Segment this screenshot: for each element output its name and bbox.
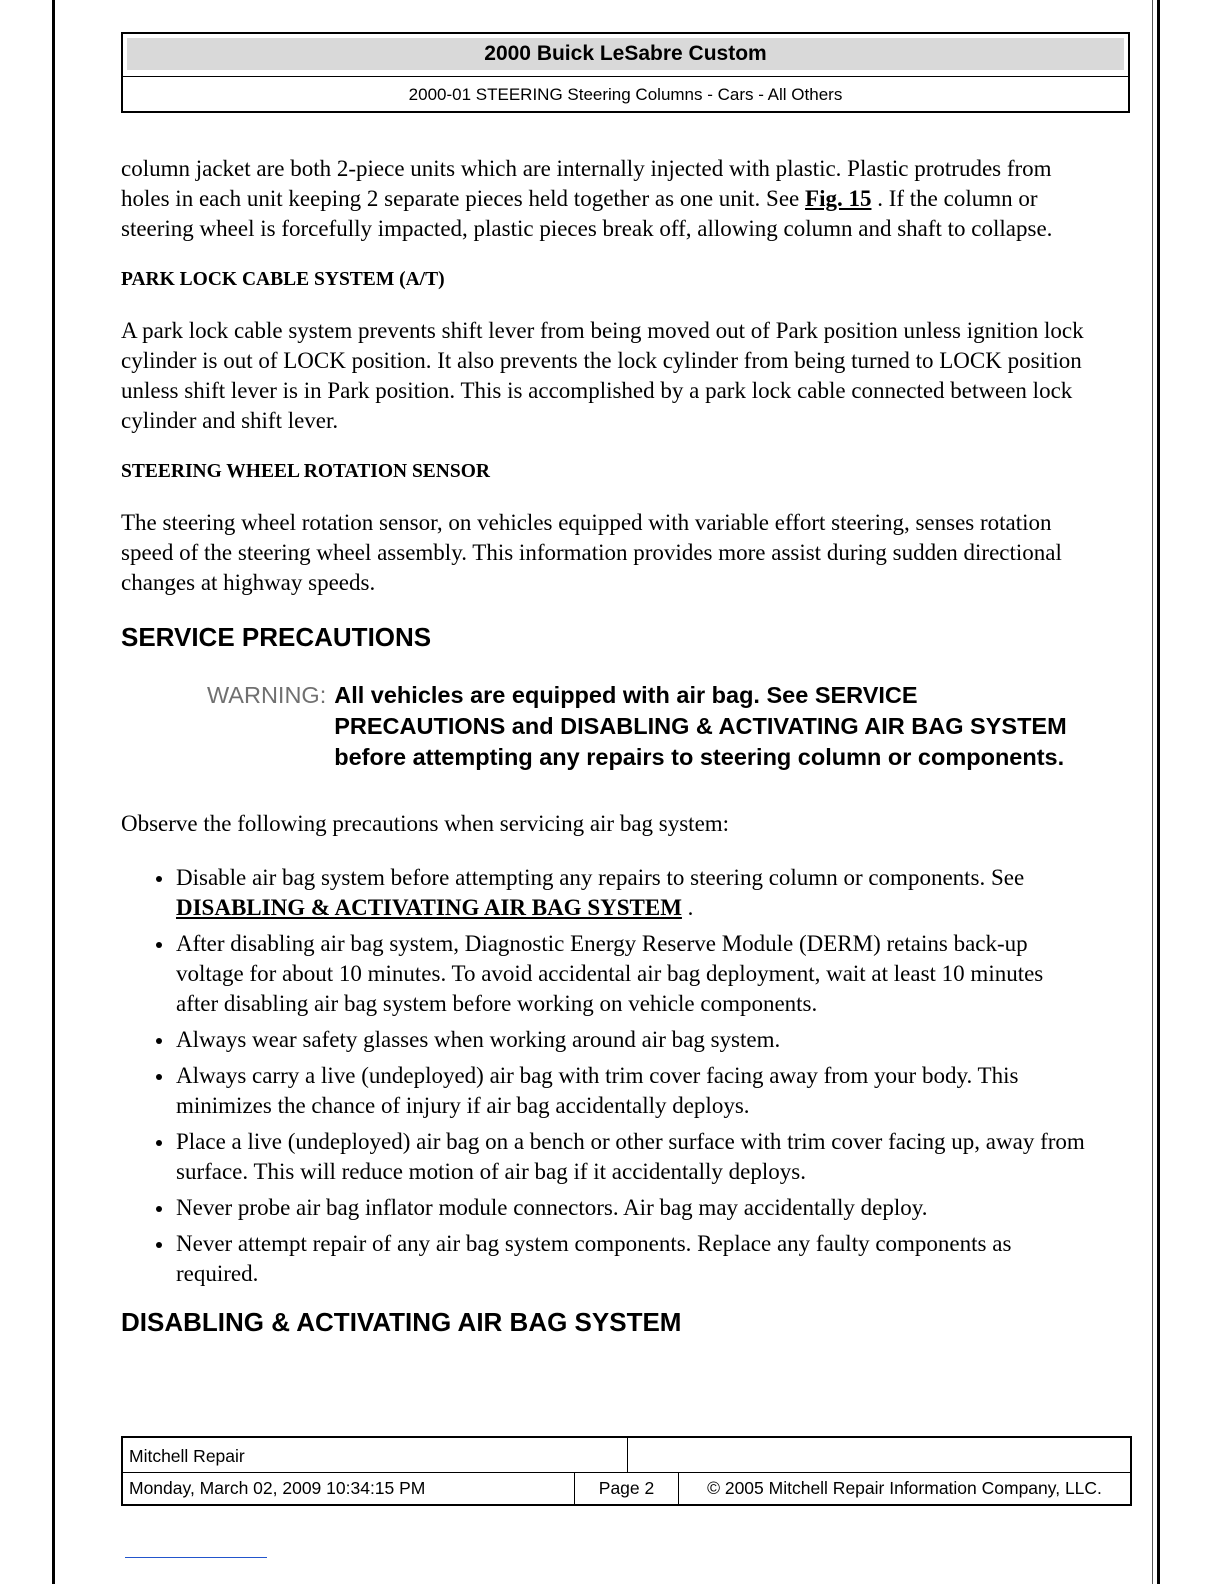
page-border-left [52, 0, 55, 1584]
list-item: Always carry a live (undeployed) air bag with trim cover facing away from your body. This minimizes the chance of injury if air bag accidentally deploys. [121, 1061, 1091, 1121]
footer-row-info [123, 1473, 1130, 1504]
document-footer [121, 1436, 1132, 1506]
observe-paragraph: Observe the following precautions when servicing air bag system: [121, 811, 730, 836]
bullet-1-after: . [681, 895, 694, 920]
park-lock-heading: PARK LOCK CABLE SYSTEM (A/T) [121, 269, 445, 290]
intro-text-before: column jacket are both 2-piece units which are internally injected with plastic. Plastic protrudes from holes in each unit keeping 2 separate pieces held together as one unit. See [121, 156, 1052, 211]
page-border-right-inner [1152, 0, 1153, 1584]
service-precautions-heading: SERVICE PRECAUTIONS [121, 622, 432, 652]
disabling-link[interactable]: DISABLING & ACTIVATING AIR BAG SYSTEM [176, 895, 682, 920]
rotation-sensor-heading: STEERING WHEEL ROTATION SENSOR [121, 461, 490, 482]
park-lock-paragraph: A park lock cable system prevents shift lever from being moved out of Park position unless ignition lock cylinder is out of LOCK position. It also prevents the lock cylinder from being turned to LOCK position unless shift lever is in Park position. This is accomplished by a park lock cable connected between lock cylinder and shift lever. [121, 318, 1084, 433]
rotation-sensor-paragraph: The steering wheel rotation sensor, on vehicles equipped with variable effort steering, senses rotation speed of the steering wheel assembly. This information provides more assist during sudden directional changes at highway speeds. [121, 510, 1062, 595]
bullet-1-text: Disable air bag system before attempting any repairs to steering column or components. See [176, 865, 1025, 890]
footer-date: Monday, March 02, 2009 10:34:15 PM [123, 1473, 575, 1504]
warning-label: WARNING: [207, 682, 327, 708]
disabling-heading: DISABLING & ACTIVATING AIR BAG SYSTEM [121, 1307, 682, 1337]
document-header [121, 32, 1130, 113]
document-body [121, 154, 1091, 1365]
list-item: Never attempt repair of any air bag system components. Replace any faulty components as required. [121, 1229, 1091, 1289]
bottom-link-underline [125, 1557, 267, 1558]
footer-page-number: Page 2 [575, 1473, 679, 1504]
list-item: Place a live (undeployed) air bag on a bench or other surface with trim cover facing up, away from surface. This will reduce motion of air bag if it accidentally deploys. [121, 1127, 1091, 1187]
footer-row-source [123, 1438, 1130, 1473]
intro-paragraph [121, 154, 1091, 244]
precautions-list [121, 863, 1091, 1289]
footer-copyright: © 2005 Mitchell Repair Information Company, LLC. [707, 1478, 1102, 1498]
warning-box [207, 680, 1091, 773]
list-item [121, 863, 1091, 923]
intro-text-after: . If the column or steering wheel is forcefully impacted, plastic pieces break off, allowing column and shaft to collapse. [121, 186, 1053, 241]
warning-text: All vehicles are equipped with air bag. See SERVICE PRECAUTIONS and DISABLING & ACTIVATING AIR BAG SYSTEM before attempting any repairs to steering column or components. [334, 682, 1067, 770]
footer-source: Mitchell Repair [123, 1438, 628, 1472]
list-item: After disabling air bag system, Diagnostic Energy Reserve Module (DERM) retains back-up voltage for about 10 minutes. To avoid accidental air bag deployment, wait at least 10 minutes after disabling air bag system before working on vehicle components. [121, 929, 1091, 1019]
page-border-right [1157, 0, 1160, 1584]
fig-15-link[interactable]: Fig. 15 [805, 186, 872, 211]
document-title: 2000 Buick LeSabre Custom [127, 38, 1124, 70]
list-item: Always wear safety glasses when working around air bag system. [121, 1025, 1091, 1055]
list-item: Never probe air bag inflator module connectors. Air bag may accidentally deploy. [121, 1193, 1091, 1223]
document-subtitle: 2000-01 STEERING Steering Columns - Cars - All Others [123, 76, 1128, 111]
